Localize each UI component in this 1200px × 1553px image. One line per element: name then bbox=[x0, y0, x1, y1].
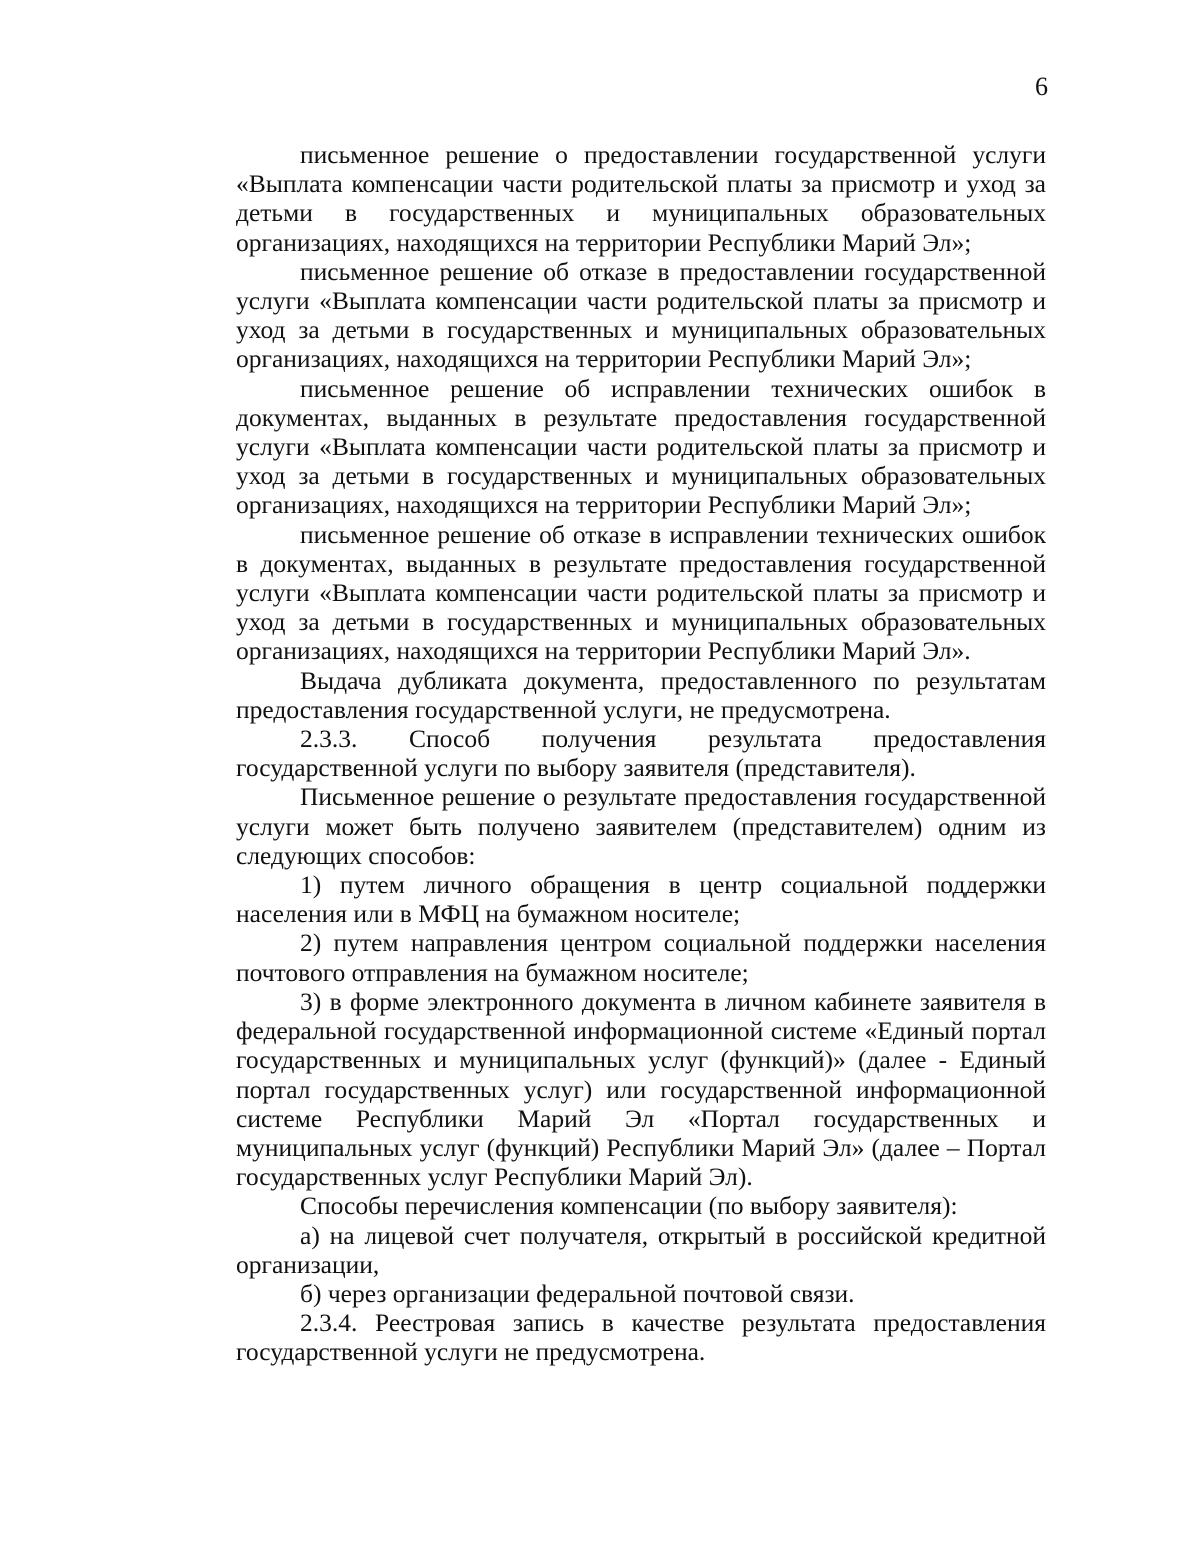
list-item-a-bank-account: а) на лицевой счет получателя, открытый в российской кредитной организации, bbox=[236, 1220, 1046, 1279]
list-item-1-personal-visit: 1) путем личного обращения в центр социальной поддержки населения или в МФЦ на бумажном носителе; bbox=[236, 870, 1046, 929]
paragraph-payment-methods: Способы перечисления компенсации (по выбору заявителя): bbox=[300, 1191, 958, 1221]
document-body bbox=[236, 140, 1046, 1367]
paragraph-decision-refusal: письменное решение об отказе в предоставлении государственной услуги «Выплата компенсации части родительской платы за присмотр и уход за детьми в государственных и муниципальных образовательных организациях, находящихся на территории Республики Марий Эл»; bbox=[236, 256, 1046, 374]
list-item-3-electronic-document: 3) в форме электронного документа в личном кабинете заявителя в федеральной государственной информационной системе «Единый портал государственных и муниципальных услуг (функций)» (далее - Единый портал государственных услуг) или государственной информационной системе Республики Марий Эл «Портал государственных и муниципальных услуг (функций) Республики Марий Эл» (далее – Портал государственных услуг Республики Марий Эл). bbox=[236, 986, 1046, 1192]
paragraph-decision-error-correction-refusal: письменное решение об отказе в исправлении технических ошибок в документах, выданных в результате предоставления государственной услуги «Выплата компенсации части родительской платы за присмотр и уход за детьми в государственных и муниципальных образовательных организациях, находящихся на территории Республики Марий Эл». bbox=[236, 519, 1046, 666]
list-item-b-postal-service: б) через организации федеральной почтовой связи. bbox=[300, 1278, 855, 1308]
paragraph-decision-error-correction: письменное решение об исправлении технических ошибок в документах, выданных в результате предоставления государственной услуги «Выплата компенсации части родительской платы за присмотр и уход за детьми в государственных и муниципальных образовательных организациях, находящихся на территории Республики Марий Эл»; bbox=[236, 373, 1046, 520]
paragraph-section-2-3-3: 2.3.3. Способ получения результата предоставления государственной услуги по выбору заявителя (представителя). bbox=[236, 724, 1046, 783]
paragraph-written-decision-methods: Письменное решение о результате предоставления государственной услуги может быть получено заявителем (представителем) одним из следующих способов: bbox=[236, 782, 1046, 870]
page-number: 6 bbox=[1035, 72, 1048, 101]
paragraph-decision-grant: письменное решение о предоставлении государственной услуги «Выплата компенсации части родительской платы за присмотр и уход за детьми в государственных и муниципальных образовательных организациях, находящихся на территории Республики Марий Эл»; bbox=[236, 140, 1046, 257]
paragraph-duplicate-not-provided: Выдача дубликата документа, предоставленного по результатам предоставления государственной услуги, не предусмотрена. bbox=[236, 665, 1046, 724]
paragraph-section-2-3-4: 2.3.4. Реестровая запись в качестве результата предоставления государственной услуги не предусмотрена. bbox=[236, 1308, 1046, 1367]
list-item-2-postal-delivery: 2) путем направления центром социальной поддержки населения почтового отправления на бумажном носителе; bbox=[236, 928, 1046, 987]
